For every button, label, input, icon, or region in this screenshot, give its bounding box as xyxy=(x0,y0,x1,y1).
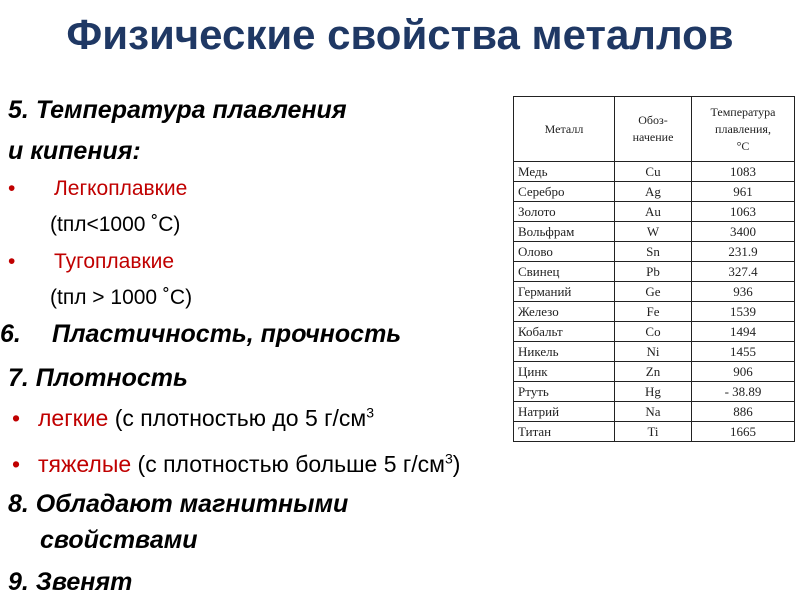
symbol-cell: Ni xyxy=(615,342,692,362)
item-5-line-2: и кипения: xyxy=(8,137,141,165)
melting-temp-cell: 1665 xyxy=(692,422,795,442)
item-8-line-1: 8. Обладают магнитными xyxy=(8,490,349,518)
metal-name-cell: Никель xyxy=(514,342,615,362)
melting-temp-cell: 231.9 xyxy=(692,242,795,262)
light-word: легкие xyxy=(38,405,109,431)
symbol-cell: Ag xyxy=(615,182,692,202)
symbol-cell: Zn xyxy=(615,362,692,382)
high-melting-label: Тугоплавкие xyxy=(54,250,175,273)
superscript-3: 3 xyxy=(444,450,453,467)
bullet-dot: • xyxy=(8,250,16,273)
melting-temp-cell: 886 xyxy=(692,402,795,422)
metal-name-cell: Ртуть xyxy=(514,382,615,402)
melting-point-table xyxy=(513,96,795,439)
metal-name-cell: Железо xyxy=(514,302,615,322)
melting-temp-cell: 1063 xyxy=(692,202,795,222)
table-row xyxy=(514,302,795,322)
heavy-word: тяжелые xyxy=(38,451,132,477)
melting-temp-cell: 3400 xyxy=(692,222,795,242)
superscript-3: 3 xyxy=(366,404,375,421)
metals-table xyxy=(513,96,795,442)
bullet-dot: • xyxy=(12,405,21,431)
low-melting-label: Легкоплавкие xyxy=(54,177,188,200)
low-melting-note: (tпл<1000 ˚С) xyxy=(50,213,181,236)
metal-name-cell: Титан xyxy=(514,422,615,442)
symbol-cell: Ge xyxy=(615,282,692,302)
metal-name-cell: Цинк xyxy=(514,362,615,382)
melting-temp-cell: 327.4 xyxy=(692,262,795,282)
table-row xyxy=(514,342,795,362)
item-9: 9. Звенят xyxy=(8,568,133,596)
metal-name-cell: Золото xyxy=(514,202,615,222)
heavy-rest: (с плотностью больше 5 г/см xyxy=(137,451,445,477)
header-symbol: Обоз- начение xyxy=(615,97,692,162)
slide-title: Физические свойства металлов xyxy=(66,11,734,58)
symbol-cell: Na xyxy=(615,402,692,422)
table-row xyxy=(514,222,795,242)
item-6-text: Пластичность, прочность xyxy=(52,320,402,348)
symbol-cell: Sn xyxy=(615,242,692,262)
symbol-cell: Cu xyxy=(615,162,692,182)
symbol-cell: Au xyxy=(615,202,692,222)
table-row xyxy=(514,182,795,202)
symbol-cell: Pb xyxy=(615,262,692,282)
table-row xyxy=(514,362,795,382)
item-5-number: 5. xyxy=(8,96,29,124)
table-row xyxy=(514,242,795,262)
table-row xyxy=(514,282,795,302)
light-metals-line xyxy=(38,405,374,432)
table-row xyxy=(514,322,795,342)
table-row xyxy=(514,422,795,442)
bullet-dot: • xyxy=(8,177,16,200)
melting-temp-cell: 961 xyxy=(692,182,795,202)
melting-temp-cell: 906 xyxy=(692,362,795,382)
metal-name-cell: Кобальт xyxy=(514,322,615,342)
item-8-line-2: свойствами xyxy=(40,526,198,554)
metal-name-cell: Свинец xyxy=(514,262,615,282)
melting-temp-cell: 1539 xyxy=(692,302,795,322)
heavy-close: ) xyxy=(452,451,461,477)
melting-temp-cell: 936 xyxy=(692,282,795,302)
table-row xyxy=(514,162,795,182)
item-5-line-1 xyxy=(8,96,347,125)
high-melting-note: (tпл > 1000 ˚С) xyxy=(50,286,193,309)
symbol-cell: Co xyxy=(615,322,692,342)
header-metal: Металл xyxy=(514,97,615,162)
heavy-metals-line xyxy=(38,451,460,478)
melting-temp-cell: 1455 xyxy=(692,342,795,362)
item-7: 7. Плотность xyxy=(8,364,188,392)
symbol-cell: W xyxy=(615,222,692,242)
symbol-cell: Fe xyxy=(615,302,692,322)
bullet-dot: • xyxy=(12,451,21,477)
item-5-text: Температура плавления xyxy=(35,96,347,124)
melting-temp-cell: 1494 xyxy=(692,322,795,342)
metal-name-cell: Натрий xyxy=(514,402,615,422)
metal-name-cell: Медь xyxy=(514,162,615,182)
symbol-cell: Hg xyxy=(615,382,692,402)
metal-name-cell: Серебро xyxy=(514,182,615,202)
table-row xyxy=(514,202,795,222)
metal-name-cell: Германий xyxy=(514,282,615,302)
table-row xyxy=(514,262,795,282)
table-row xyxy=(514,382,795,402)
table-row xyxy=(514,402,795,422)
item-6-number: 6. xyxy=(0,320,21,348)
symbol-cell: Ti xyxy=(615,422,692,442)
metal-name-cell: Вольфрам xyxy=(514,222,615,242)
light-rest: (с плотностью до 5 г/см xyxy=(114,405,367,431)
table-body xyxy=(514,162,795,442)
header-melting-temp: Температура плавления, °С xyxy=(692,97,795,162)
table-header-row xyxy=(514,97,795,162)
metal-name-cell: Олово xyxy=(514,242,615,262)
melting-temp-cell: - 38.89 xyxy=(692,382,795,402)
melting-temp-cell: 1083 xyxy=(692,162,795,182)
